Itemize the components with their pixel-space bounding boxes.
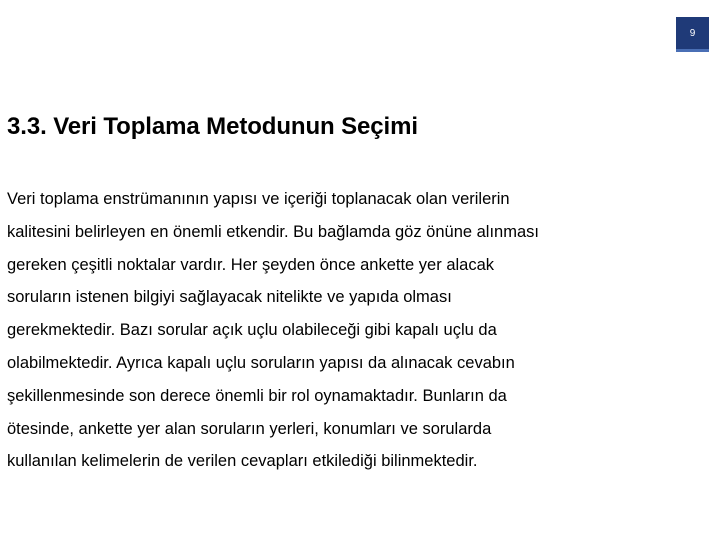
body-text <box>7 183 707 478</box>
body-line: şekillenmesinde son derece önemli bir rol oynamaktadır. Bunların da <box>7 386 507 405</box>
body-line: kullanılan kelimelerin de verilen cevapları etkilediği bilinmektedir. <box>7 452 478 471</box>
body-line: ötesinde, ankette yer alan soruların yerleri, konumları ve sorularda <box>7 419 492 438</box>
slide-number-badge <box>676 17 709 52</box>
body-line: soruların istenen bilgiyi sağlayacak nitelikte ve yapıda olması <box>7 288 452 307</box>
body-line: gereken çeşitli noktalar vardır. Her şeyden önce ankette yer alacak <box>7 255 495 274</box>
body-line: olabilmektedir. Ayrıca kapalı uçlu soruların yapısı da alınacak cevabın <box>7 353 515 372</box>
slide-number: 9 <box>689 27 696 39</box>
body-line: kalitesini belirleyen en önemli etkendir. Bu bağlamda göz önüne alınması <box>7 222 539 241</box>
body-line: gerekmektedir. Bazı sorular açık uçlu olabileceği gibi kapalı uçlu da <box>7 321 497 340</box>
body-line: Veri toplama enstrümanının yapısı ve içeriği toplanacak olan verilerin <box>7 190 510 208</box>
slide-title: 3.3. Veri Toplama Metodunun Seçimi <box>7 113 418 140</box>
